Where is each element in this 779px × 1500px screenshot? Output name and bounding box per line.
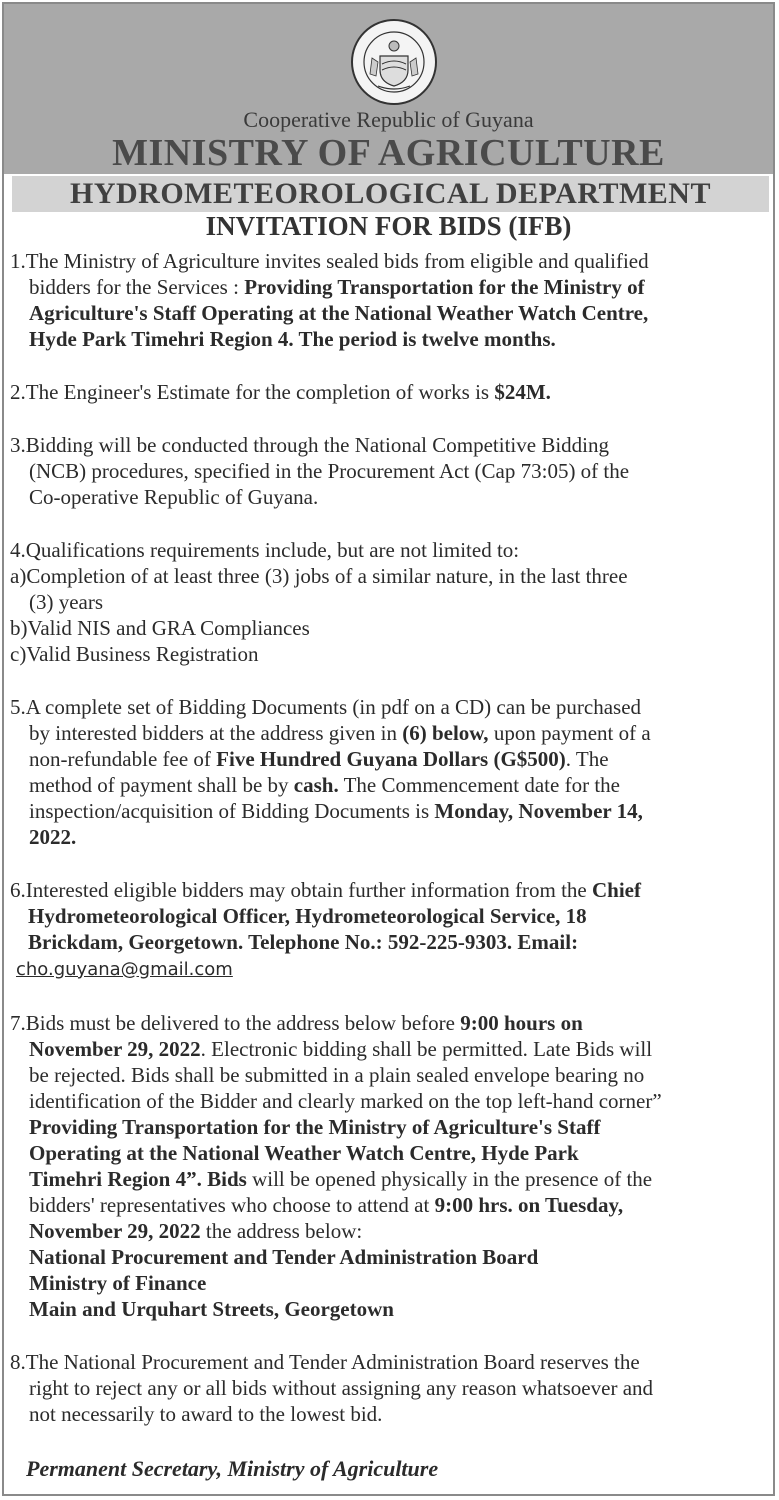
- text-line: identification of the Bidder and clearly marked on the top left-hand corner”: [29, 1089, 662, 1113]
- paragraph-4: [10, 537, 768, 667]
- text-line: non-refundable fee of: [29, 747, 217, 771]
- text-line: (NCB) procedures, specified in the Procurement Act (Cap 73:05) of the: [29, 459, 630, 483]
- bold-text: Five Hundred Guyana Dollars (G$500): [216, 747, 566, 771]
- paragraph-1: [10, 248, 768, 352]
- document-body: [10, 248, 768, 1454]
- ministry-name: MINISTRY OF AGRICULTURE: [112, 132, 665, 174]
- bold-text: November 29, 2022: [29, 1037, 201, 1061]
- address-line: National Procurement and Tender Administration Board: [29, 1245, 539, 1269]
- text-line: by interested bidders at the address given in: [29, 721, 403, 745]
- bold-text: November 29, 2022: [29, 1219, 201, 1243]
- government-name: Cooperative Republic of Guyana: [243, 107, 534, 132]
- bold-text: Chief: [592, 878, 641, 902]
- bold-text: 9:00 hours on: [460, 1011, 583, 1035]
- list-item: c)Valid Business Registration: [10, 642, 259, 666]
- text-line: 4.Qualifications requirements include, but are not limited to:: [10, 538, 520, 562]
- text-line: method of payment shall be by: [29, 773, 294, 797]
- advertisement-frame: [2, 2, 775, 1496]
- bold-text: Hyde Park Timehri Region 4. The period is twelve months.: [29, 327, 556, 351]
- text-line: 8.The National Procurement and Tender Administration Board reserves the: [10, 1350, 640, 1374]
- text-line: upon payment of a: [488, 721, 651, 745]
- text-line: The Commencement date for the: [338, 773, 620, 797]
- text-line: 2.The Engineer's Estimate for the completion of works is: [10, 380, 495, 404]
- text-line: 5.A complete set of Bidding Documents (in pdf on a CD) can be purchased: [10, 695, 642, 719]
- text-line: 3.Bidding will be conducted through the National Competitive Bidding: [10, 433, 610, 457]
- department-banner: HYDROMETEOROLOGICAL DEPARTMENT: [12, 176, 769, 212]
- bold-text: 2022.: [29, 825, 77, 849]
- bold-text: Providing Transportation for the Ministry of Agriculture's Staff: [29, 1115, 601, 1139]
- ministry-seal-icon: [350, 18, 438, 106]
- list-item: a)Completion of at least three (3) jobs of a similar nature, in the last three: [10, 564, 628, 588]
- text-line: will be opened physically in the presence of the: [246, 1167, 653, 1191]
- bold-text: cash.: [293, 773, 339, 797]
- text-line: the address below:: [200, 1219, 363, 1243]
- text-line: . Electronic bidding shall be permitted. Late Bids will: [200, 1037, 653, 1061]
- email-link[interactable]: cho.guyana@gmail.com: [16, 959, 233, 980]
- list-item: (3) years: [29, 590, 104, 614]
- text-line: be rejected. Bids shall be submitted in a plain sealed envelope bearing no: [29, 1063, 645, 1087]
- list-item: b)Valid NIS and GRA Compliances: [10, 616, 310, 640]
- text-line: 1.The Ministry of Agriculture invites sealed bids from eligible and qualified: [10, 249, 649, 273]
- bold-text: Agriculture's Staff Operating at the National Weather Watch Centre,: [29, 301, 649, 325]
- header-banner: [4, 4, 773, 174]
- document-title: INVITATION FOR BIDS (IFB): [205, 211, 572, 241]
- paragraph-6: [10, 877, 768, 983]
- address-line: Ministry of Finance: [29, 1271, 207, 1295]
- text-line: not necessarily to award to the lowest bid.: [29, 1402, 383, 1426]
- paragraph-2: [10, 379, 768, 405]
- text-line: bidders for the Services :: [29, 275, 245, 299]
- text-line: Co-operative Republic of Guyana.: [29, 485, 319, 509]
- text-line: inspection/acquisition of Bidding Documents is: [29, 799, 435, 823]
- signature-line: Permanent Secretary, Ministry of Agriculture: [26, 1456, 439, 1481]
- bold-text: Operating at the National Weather Watch Centre, Hyde Park: [29, 1141, 579, 1165]
- text-line: . The: [565, 747, 609, 771]
- address-line: Main and Urquhart Streets, Georgetown: [29, 1297, 394, 1321]
- bold-text: Timehri Region 4”. Bids: [29, 1167, 247, 1191]
- bold-text: (6) below,: [402, 721, 489, 745]
- paragraph-5: [10, 694, 768, 850]
- bold-text: Brickdam, Georgetown. Telephone No.: 592-225-9303. Email:: [28, 930, 579, 954]
- paragraph-8: [10, 1349, 768, 1427]
- text-line: right to reject any or all bids without assigning any reason whatsoever and: [29, 1376, 654, 1400]
- bold-text: Providing Transportation for the Ministry of: [244, 275, 645, 299]
- bold-text: 9:00 hrs. on Tuesday,: [434, 1193, 624, 1217]
- estimate-amount: $24M.: [494, 380, 551, 404]
- paragraph-3: [10, 432, 768, 510]
- text-line: 6.Interested eligible bidders may obtain further information from the: [10, 878, 592, 902]
- paragraph-7: [10, 1010, 768, 1322]
- bold-text: Monday, November 14,: [434, 799, 643, 823]
- text-line: bidders' representatives who choose to attend at: [29, 1193, 435, 1217]
- bold-text: Hydrometeorological Officer, Hydrometeorological Service, 18: [28, 904, 587, 928]
- text-line: 7.Bids must be delivered to the address below before: [10, 1011, 461, 1035]
